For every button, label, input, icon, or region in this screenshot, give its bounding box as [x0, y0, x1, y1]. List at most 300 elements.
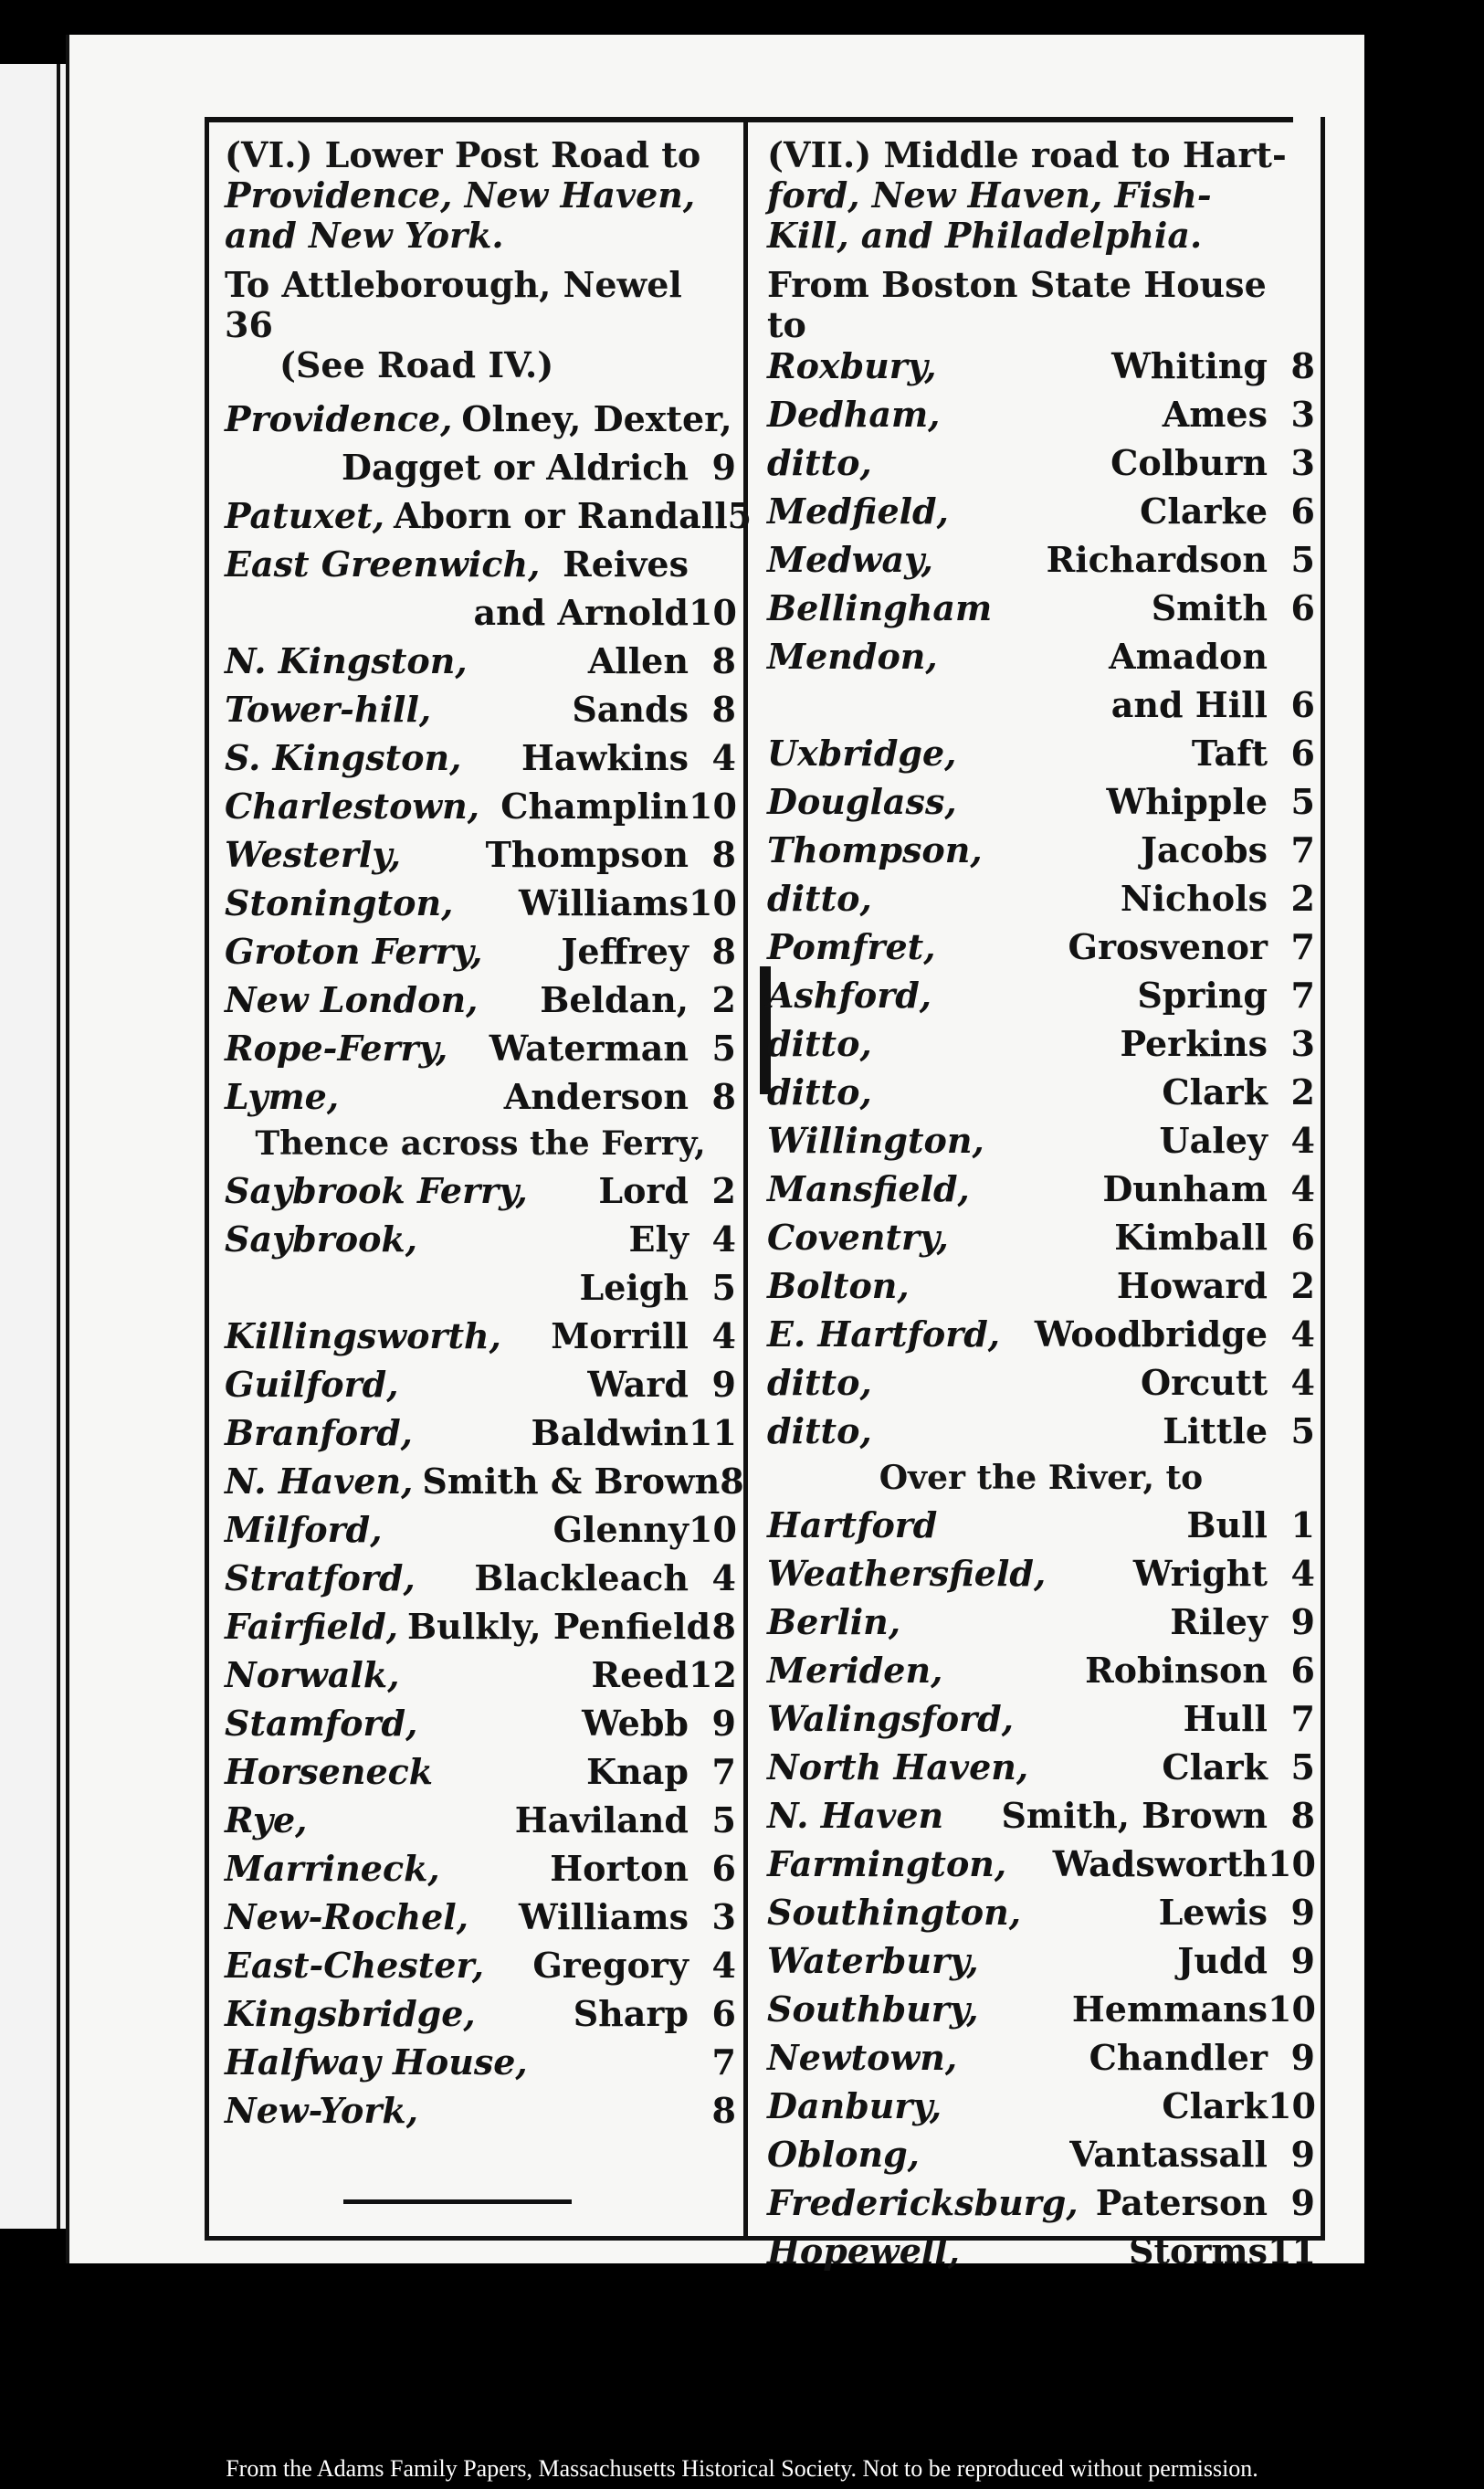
miles: 7	[711, 2041, 736, 2083]
miles: 3	[1290, 442, 1315, 483]
route-row	[767, 2134, 1315, 2182]
route-row	[767, 1650, 1315, 1698]
town-name: Farmington,	[767, 1843, 1007, 1884]
right-rule	[1321, 117, 1325, 2236]
innkeeper-name: Webb	[582, 1703, 689, 1744]
miles: 4	[1290, 1553, 1315, 1594]
innkeeper-name: Reives	[563, 543, 689, 585]
left-heading-line1: (VI.) Lower Post Road to	[225, 134, 701, 175]
innkeeper-name: Hull	[1183, 1698, 1268, 1739]
innkeeper-name: Wadsworth	[1052, 1843, 1268, 1884]
innkeeper-name: Beldan,	[540, 979, 689, 1020]
miles: 9	[1290, 2182, 1315, 2223]
end-rule	[343, 2199, 572, 2204]
town-name: Walingsford,	[767, 1698, 1014, 1739]
town-name: N. Haven,	[225, 1461, 414, 1502]
miles: 8	[711, 640, 736, 681]
miles: 3	[711, 1896, 736, 1937]
route-row	[767, 829, 1315, 878]
route-row	[225, 2041, 736, 2090]
innkeeper-name: Sharp	[573, 1993, 689, 2034]
town-name: Medway,	[767, 539, 933, 580]
town-name: Southbury,	[767, 1988, 979, 2030]
route-row	[767, 733, 1315, 781]
town-name: Mendon,	[767, 636, 938, 677]
miles: 8	[711, 1606, 736, 1647]
town-name: Patuxet,	[225, 495, 384, 536]
route-row	[225, 979, 736, 1028]
almanac-page	[66, 35, 1364, 2272]
town-name: Rye,	[225, 1799, 308, 1840]
innkeeper-name: Clarke	[1140, 490, 1268, 532]
innkeeper-name: Bull	[1186, 1504, 1268, 1545]
miles: 9	[711, 1703, 736, 1744]
route-row	[225, 882, 736, 931]
route-row	[225, 543, 736, 592]
right-heading	[767, 135, 1315, 256]
route-row	[225, 1218, 736, 1267]
innkeeper-name: Aborn or Randall	[393, 495, 728, 536]
miles: 4	[711, 1315, 736, 1356]
innkeeper-name: Storms	[1129, 2231, 1268, 2272]
innkeeper-name: Howard	[1116, 1265, 1268, 1306]
route-row	[225, 1945, 736, 1993]
miles: 7	[1290, 829, 1315, 870]
town-name: Dedham,	[767, 394, 941, 435]
town-name: Rope-Ferry,	[225, 1028, 448, 1069]
route-row	[225, 1557, 736, 1606]
left-heading-line2: Providence, New Haven,	[225, 174, 696, 216]
innkeeper-name: Perkins	[1120, 1023, 1268, 1064]
town-name: ditto,	[767, 1023, 872, 1064]
route-row	[767, 442, 1315, 490]
town-name: Newtown,	[767, 2037, 958, 2078]
route-row	[225, 592, 736, 640]
route-row	[225, 1654, 736, 1703]
innkeeper-name: Ward	[587, 1364, 689, 1405]
miles: 9	[1290, 1892, 1315, 1933]
innkeeper-name: Morrill	[551, 1315, 689, 1356]
route-row	[767, 878, 1315, 926]
miles: 3	[1290, 394, 1315, 435]
route-row	[767, 539, 1315, 587]
miles: 4	[1290, 1120, 1315, 1161]
innkeeper-name: Baldwin	[531, 1412, 689, 1453]
route-row	[767, 1504, 1315, 1553]
innkeeper-name: Judd	[1177, 1940, 1268, 1981]
right-heading-line3: Kill, and Philadelphia.	[767, 215, 1203, 256]
miles: 9	[1290, 1601, 1315, 1642]
innkeeper-name: Ualey	[1159, 1120, 1268, 1161]
left-heading	[225, 135, 736, 256]
innkeeper-name: Dagget or Aldrich	[342, 447, 689, 488]
left-rule	[205, 117, 209, 2236]
route-row	[767, 1265, 1315, 1313]
miles: 4	[711, 1218, 736, 1260]
innkeeper-name: Smith	[1151, 587, 1268, 628]
route-row	[225, 1412, 736, 1461]
route-row	[225, 1315, 736, 1364]
miles: 11	[1268, 2231, 1316, 2272]
innkeeper-name: Kimball	[1114, 1217, 1268, 1258]
town-name: Meriden,	[767, 1650, 943, 1691]
route-row	[767, 490, 1315, 539]
route-row	[767, 1698, 1315, 1746]
innkeeper-name: Gregory	[532, 1945, 689, 1986]
print-area	[197, 108, 1316, 2282]
miles: 12	[689, 1654, 737, 1695]
town-name: Bellingham	[767, 587, 993, 628]
route-row	[767, 2037, 1315, 2085]
innkeeper-name: and Hill	[1110, 684, 1268, 725]
route-row	[225, 2090, 736, 2138]
town-name: Tower-hill,	[225, 689, 432, 730]
route-row	[767, 1601, 1315, 1650]
miles: 2	[1290, 1265, 1315, 1306]
route-row	[767, 1071, 1315, 1120]
route-row	[225, 1799, 736, 1848]
innkeeper-name: Hawkins	[521, 737, 689, 778]
town-name: New-York,	[225, 2090, 418, 2131]
copyright-footer: From the Adams Family Papers, Massachusetts Historical Society. Not to be reproduced without permission.	[226, 2455, 1258, 2482]
route-row	[225, 834, 736, 882]
town-name: East-Chester,	[225, 1945, 484, 1986]
route-row	[767, 1362, 1315, 1410]
town-name: Fairfield,	[225, 1606, 399, 1647]
miles: 10	[689, 592, 737, 633]
miles: 6	[1290, 587, 1315, 628]
miles: 4	[711, 737, 736, 778]
innkeeper-name: Allen	[587, 640, 689, 681]
route-row	[225, 1993, 736, 2041]
route-row	[767, 1023, 1315, 1071]
route-row	[225, 398, 736, 447]
town-name: ditto,	[767, 1071, 872, 1113]
town-name: E. Hartford,	[767, 1313, 1001, 1355]
town-name: Coventry,	[767, 1217, 949, 1258]
miles: 3	[1290, 1023, 1315, 1064]
route-row	[767, 636, 1315, 684]
innkeeper-name: Horton	[550, 1848, 689, 1889]
route-row	[767, 587, 1315, 636]
route-row	[767, 1313, 1315, 1362]
town-name: Westerly,	[225, 834, 402, 875]
miles: 10	[1268, 1988, 1316, 2030]
miles: 7	[1290, 975, 1315, 1016]
innkeeper-name: Whiting	[1111, 345, 1268, 386]
miles: 5	[1290, 1410, 1315, 1451]
innkeeper-name: Colburn	[1110, 442, 1268, 483]
right-route-list	[767, 345, 1315, 2279]
route-note: Over the River, to	[879, 1459, 1204, 1497]
miles: 10	[1268, 2085, 1316, 2126]
column-divider	[743, 117, 748, 2236]
route-row	[225, 1848, 736, 1896]
innkeeper-name: Little	[1163, 1410, 1268, 1451]
route-row	[767, 1940, 1315, 1988]
town-name: New London,	[225, 979, 479, 1020]
miles: 10	[689, 1509, 737, 1550]
town-name: Douglass,	[767, 781, 957, 822]
miles: 6	[711, 1848, 736, 1889]
town-name: Norwalk,	[225, 1654, 400, 1695]
innkeeper-name: Smith & Brown	[422, 1461, 721, 1502]
innkeeper-name: Woodbridge	[1034, 1313, 1268, 1355]
right-heading-line2: ford, New Haven, Fish-	[767, 174, 1212, 216]
innkeeper-name: Knap	[586, 1751, 689, 1792]
innkeeper-name: Olney, Dexter,	[461, 398, 732, 439]
town-name: Pomfret,	[767, 926, 936, 967]
route-row	[225, 495, 753, 543]
miles: 5	[727, 495, 753, 536]
miles: 8	[711, 689, 736, 730]
route-row	[225, 1028, 736, 1076]
innkeeper-name: Dunham	[1102, 1168, 1268, 1209]
route-row	[767, 1168, 1315, 1217]
miles: 9	[1290, 2134, 1315, 2175]
innkeeper-name: Jacobs	[1140, 829, 1268, 870]
innkeeper-name: Champlin	[500, 786, 689, 827]
miles: 6	[1290, 1650, 1315, 1691]
miles: 4	[1290, 1362, 1315, 1403]
miles: 4	[711, 1945, 736, 1986]
miles: 7	[1290, 1698, 1315, 1739]
miles: 8	[711, 1076, 736, 1117]
route-row	[225, 1076, 736, 1124]
town-name: ditto,	[767, 1362, 872, 1403]
route-row	[225, 1364, 736, 1412]
innkeeper-name: Reed	[591, 1654, 689, 1695]
route-row	[767, 975, 1315, 1023]
town-name: Saybrook,	[225, 1218, 417, 1260]
left-intro-note: (See Road IV.)	[279, 344, 554, 385]
miles: 6	[1290, 684, 1315, 725]
miles: 8	[711, 2090, 736, 2131]
innkeeper-name: and Arnold	[473, 592, 689, 633]
town-name: Kingsbridge,	[225, 1993, 476, 2034]
innkeeper-name: Haviland	[514, 1799, 689, 1840]
miles: 5	[1290, 781, 1315, 822]
route-row	[767, 1843, 1315, 1892]
innkeeper-name: Whipple	[1106, 781, 1268, 822]
route-row	[767, 1217, 1315, 1265]
miles: 9	[711, 1364, 736, 1405]
town-name: Halfway House,	[225, 2041, 528, 2083]
innkeeper-name: Waterman	[489, 1028, 689, 1069]
route-row	[225, 786, 736, 834]
town-name: East Greenwich,	[225, 543, 541, 585]
innkeeper-name: Leigh	[579, 1267, 689, 1308]
miles: 10	[1268, 1843, 1316, 1884]
town-name: Guilford,	[225, 1364, 399, 1405]
innkeeper-name: Clark	[1162, 1071, 1268, 1113]
miles: 9	[1290, 1940, 1315, 1981]
miles: 6	[1290, 733, 1315, 774]
miles: 4	[1290, 1313, 1315, 1355]
route-row	[767, 1795, 1315, 1843]
innkeeper-name: Williams	[519, 1896, 689, 1937]
town-name: Waterbury,	[767, 1940, 979, 1981]
town-name: Marrineck,	[225, 1848, 440, 1889]
innkeeper-name: Lord	[598, 1170, 689, 1211]
town-name: New-Rochel,	[225, 1896, 468, 1937]
right-column	[767, 135, 1315, 2279]
miles: 9	[711, 447, 736, 488]
town-name: Southington,	[767, 1892, 1021, 1933]
town-name: North Haven,	[767, 1746, 1029, 1788]
town-name: Saybrook Ferry,	[225, 1170, 528, 1211]
innkeeper-name: Clark	[1162, 1746, 1268, 1788]
town-name: ditto,	[767, 878, 872, 919]
miles: 8	[711, 931, 736, 972]
left-route-list	[225, 398, 753, 2138]
right-intro: From Boston State House to	[767, 264, 1267, 345]
town-name: Killingsworth,	[225, 1315, 501, 1356]
town-name: Mansfield,	[767, 1168, 970, 1209]
route-row	[767, 345, 1315, 394]
route-row	[767, 2182, 1315, 2231]
miles: 1	[1290, 1504, 1315, 1545]
innkeeper-name: Grosvenor	[1068, 926, 1268, 967]
innkeeper-name: Spring	[1137, 975, 1268, 1016]
miles: 6	[711, 1993, 736, 2034]
miles: 6	[1290, 490, 1315, 532]
town-name: S. Kingston,	[225, 737, 462, 778]
town-name: Hartford	[767, 1504, 938, 1545]
town-name: Thompson,	[767, 829, 983, 870]
innkeeper-name: Jeffrey	[561, 931, 689, 972]
innkeeper-name: Paterson	[1095, 2182, 1268, 2223]
town-name: Bolton,	[767, 1265, 910, 1306]
top-rule	[206, 117, 1293, 122]
town-name: Stratford,	[225, 1557, 416, 1598]
innkeeper-name: Riley	[1170, 1601, 1268, 1642]
miles: 11	[689, 1412, 737, 1453]
facing-page-edge	[0, 64, 66, 2229]
route-row	[225, 1509, 736, 1557]
town-name: Stamford,	[225, 1703, 418, 1744]
route-row	[225, 1896, 736, 1945]
miles: 2	[1290, 1071, 1315, 1113]
innkeeper-name: Anderson	[503, 1076, 689, 1117]
miles: 7	[1290, 926, 1315, 967]
town-name: Danbury,	[767, 2085, 942, 2126]
route-row	[225, 1703, 736, 1751]
route-row	[767, 684, 1315, 733]
route-row	[225, 1267, 736, 1315]
town-name: Fredericksburg,	[767, 2182, 1079, 2223]
route-row	[767, 1410, 1315, 1459]
innkeeper-name: Ely	[628, 1218, 689, 1260]
left-column	[225, 134, 753, 2138]
miles: 5	[711, 1267, 736, 1308]
route-row	[767, 2085, 1315, 2134]
innkeeper-name: Vantassall	[1069, 2134, 1268, 2175]
town-name: Groton Ferry,	[225, 931, 483, 972]
town-name: Providence,	[225, 398, 453, 439]
route-row	[767, 1746, 1315, 1795]
innkeeper-name: Ames	[1162, 394, 1268, 435]
town-name: Stonington,	[225, 882, 454, 923]
route-row	[225, 931, 736, 979]
miles: 8	[1290, 1795, 1315, 1836]
miles: 5	[711, 1799, 736, 1840]
miles: 8	[720, 1461, 744, 1502]
innkeeper-name: Williams	[519, 882, 689, 923]
route-row	[767, 2231, 1315, 2279]
town-name: ditto,	[767, 442, 872, 483]
innkeeper-name: Sands	[572, 689, 689, 730]
route-row	[767, 926, 1315, 975]
right-heading-line1: (VII.) Middle road to Hart-	[767, 134, 1287, 175]
town-name: ditto,	[767, 1410, 872, 1451]
route-row	[767, 1553, 1315, 1601]
innkeeper-name: Taft	[1191, 733, 1268, 774]
town-name: Charlestown,	[225, 786, 479, 827]
route-row	[767, 394, 1315, 442]
route-row	[225, 447, 736, 495]
miles: 9	[1290, 2037, 1315, 2078]
town-name: Ashford,	[767, 975, 932, 1016]
miles: 4	[1290, 1168, 1315, 1209]
town-name: Lyme,	[225, 1076, 340, 1117]
town-name: Hopewell,	[767, 2231, 960, 2272]
route-row	[225, 689, 736, 737]
town-name: N. Kingston,	[225, 640, 468, 681]
innkeeper-name: Glenny	[553, 1509, 689, 1550]
innkeeper-name: Nichols	[1120, 878, 1268, 919]
route-row	[225, 1170, 736, 1218]
town-name: Berlin,	[767, 1601, 901, 1642]
miles: 2	[711, 1170, 736, 1211]
miles: 6	[1290, 1217, 1315, 1258]
innkeeper-name: Richardson	[1046, 539, 1268, 580]
route-row	[767, 1892, 1315, 1940]
miles: 8	[711, 834, 736, 875]
innkeeper-name: Chandler	[1089, 2037, 1268, 2078]
route-row	[767, 1988, 1315, 2037]
facing-page-rule	[57, 64, 60, 2229]
route-row	[767, 781, 1315, 829]
route-row	[225, 1606, 736, 1654]
route-row	[767, 1120, 1315, 1168]
innkeeper-name: Clark	[1162, 2085, 1268, 2126]
town-name: Willington,	[767, 1120, 984, 1161]
town-name: Oblong,	[767, 2134, 920, 2175]
town-name: Medfield,	[767, 490, 949, 532]
miles: 2	[1290, 878, 1315, 919]
route-row	[225, 737, 736, 786]
route-row	[225, 1461, 744, 1509]
miles: 4	[711, 1557, 736, 1598]
miles: 5	[1290, 539, 1315, 580]
innkeeper-name: Wright	[1132, 1553, 1268, 1594]
miles: 7	[711, 1751, 736, 1792]
route-row	[225, 640, 736, 689]
town-name: Milford,	[225, 1509, 383, 1550]
town-name: Uxbridge,	[767, 733, 957, 774]
miles: 5	[1290, 1746, 1315, 1788]
innkeeper-name: Lewis	[1158, 1892, 1268, 1933]
town-name: Roxbury,	[767, 345, 937, 386]
miles: 10	[689, 882, 737, 923]
town-name: Branford,	[225, 1412, 413, 1453]
left-heading-line3: and New York.	[225, 215, 504, 256]
miles: 10	[689, 786, 737, 827]
town-name: Weathersfield,	[767, 1553, 1047, 1594]
innkeeper-name: Blackleach	[474, 1557, 689, 1598]
town-name: Horseneck	[225, 1751, 434, 1792]
